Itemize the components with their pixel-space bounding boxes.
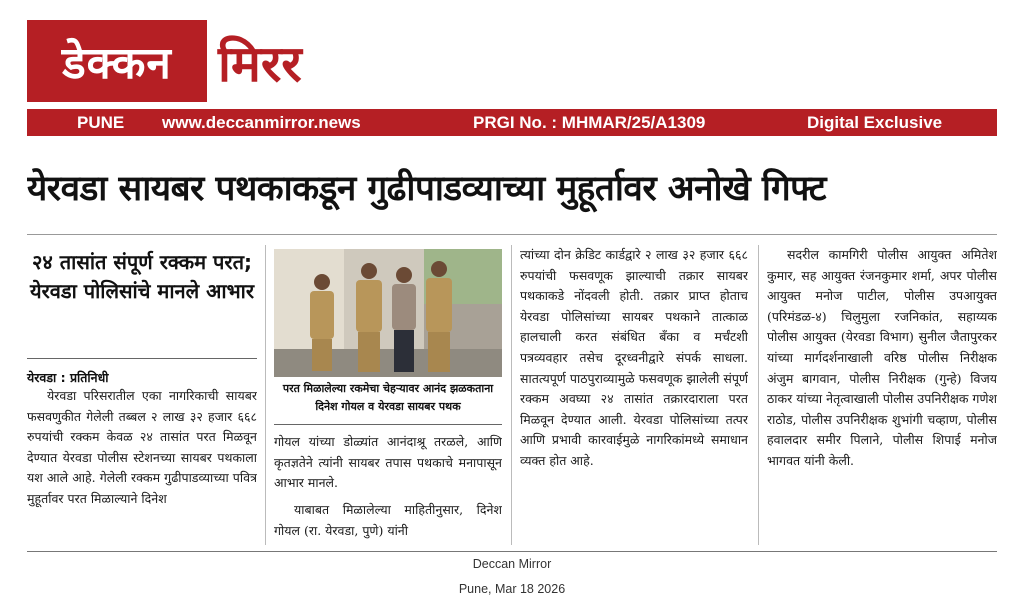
- article-column-4: सदरील कामगिरी पोलीस आयुक्त अमितेश कुमार, सह आयुक्त रंजनकुमार शर्मा, अपर पोलीस आयुक्त मनोज पाटील, पोलीस उपआयुक्त (परिमंडळ-४) चिलुमुला रजनिकांत, सहाय्यक पोलीस आयुक्त (येरवडा विभाग) सुनील जैतापुरकर यांच्या मार्गदर्शनाखाली वरिष्ठ पोलीस निरीक्षक अंजुम बागवान, पोलीस निरीक्षक (गुन्हे) विजय ठाकर यांच्या नेतृत्वाखाली पोलीस उपनिरीक्षक गणेश राठोड, पोलीस उपनिरीक्षक शुभांगी चव्हाण, पोलीस हवालदार समीर पिलाने, पोलीस शिपाई मनोज भागवत यांनी केली.: [767, 247, 997, 468]
- footer-publication: Deccan Mirror: [472, 557, 552, 571]
- column-divider: [511, 245, 512, 545]
- column-divider: [265, 245, 266, 545]
- article-column-2-para-2: याबाबत मिळालेल्या माहितीनुसार, दिनेश गोयल (रा. येरवडा, पुणे) यांनी: [274, 502, 502, 538]
- footer-place-date: Pune, Mar 18 2026: [458, 582, 566, 596]
- article-photo: [274, 249, 502, 377]
- article-dateline: येरवडा : प्रतिनिधी: [27, 370, 109, 385]
- city-label: PUNE: [77, 113, 125, 132]
- article-column-2-para-1: गोयल यांच्या डोळ्यांत आनंदाश्रू तरळले, आणि कृतज्ञतेने त्यांनी सायबर तपास पथकाचे मनापासून आभार मानले.: [274, 434, 502, 491]
- column-divider: [758, 245, 759, 545]
- caption-divider: [274, 424, 502, 425]
- masthead-info-bar: [27, 109, 997, 136]
- police-team-photo: [274, 249, 502, 377]
- logo-text-part2: मिरर: [218, 35, 302, 93]
- article-headline: येरवडा सायबर पथकाकडून गुढीपाडव्याच्या मुहूर्तावर अनोखे गिफ्ट: [27, 169, 826, 209]
- website-label: www.deccanmirror.news: [162, 113, 361, 132]
- masthead-logo: [27, 20, 207, 102]
- prgi-number: PRGI No. : MHMAR/25/A1309: [473, 113, 706, 132]
- edition-label: Digital Exclusive: [807, 113, 943, 132]
- article-column-3: त्यांच्या दोन क्रेडिट कार्डद्वारे २ लाख ३२ हजार ६६८ रुपयांची फसवणूक झाल्याची तक्रार सायबर पथकाकडे नोंदवली होती. तक्रार प्राप्त होताच येरवडा पोलिसांच्या सायबर पथकाने तात्काळ हालचाली करत संबंधित बँका व मर्चंटशी पत्रव्यवहार तसेच दूरध्वनीद्वारे संपर्क साधला. सातत्यपूर्ण पाठपुराव्यामुळे फसवणूक झालेली संपूर्ण रक्कम अवघ्या २४ तासांत तक्रारदाराला परत मिळवून देण्यात आली. येरवडा पोलिसांच्या तत्पर आणि प्रभावी कारवाईमुळे नागरिकांमध्ये समाधान व्यक्त होत आहे.: [520, 247, 748, 468]
- headline-divider: [27, 234, 997, 235]
- photo-caption: परत मिळालेल्या रकमेचा चेहऱ्यावर आनंद झळकताना दिनेश गोयल व येरवडा सायबर पथक: [282, 382, 494, 413]
- logo-text-part1: डेक्कन: [62, 38, 172, 89]
- article-column-1: येरवडा परिसरातील एका नागरिकाची सायबर फसवणुकीत गेलेली तब्बल २ लाख ३२ हजार ६६८ रुपयांची रक्कम केवळ २४ तासांत परत मिळवून देण्यात येरवडा पोलीस स्टेशनच्या सायबर पथकाला यश आले आहे. गेलेली रक्कम गुढीपाडव्याच्या पवित्र मुहूर्तावर परत मिळाल्याने दिनेश: [27, 388, 257, 506]
- subheadline-divider: [27, 358, 257, 359]
- footer-divider: [27, 551, 997, 552]
- article-subheadline: २४ तासांत संपूर्ण रक्कम परत; येरवडा पोलिसांचे मानले आभार: [29, 250, 254, 303]
